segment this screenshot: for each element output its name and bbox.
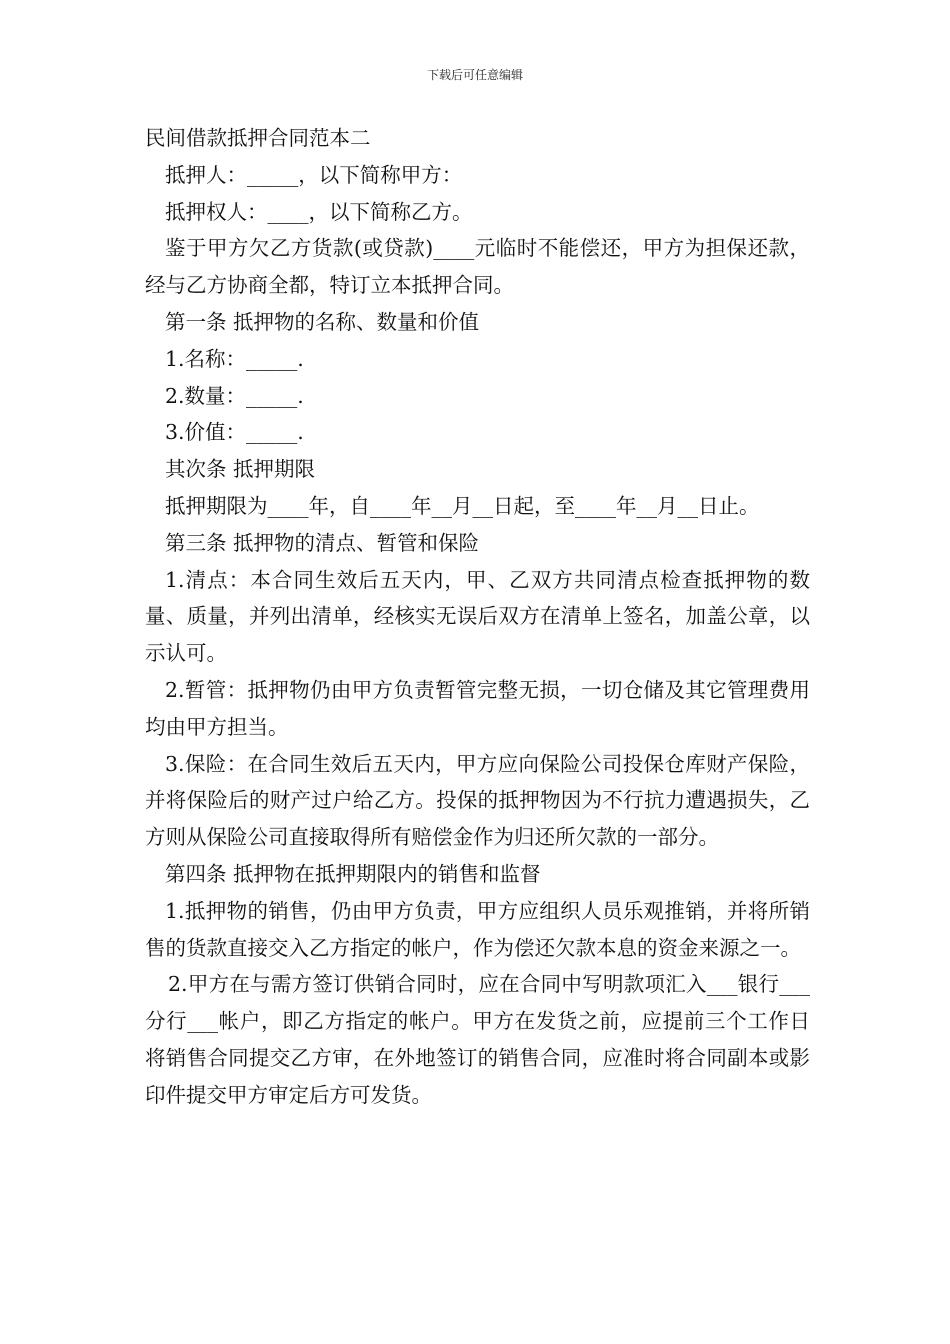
article-3-heading: 第三条 抵押物的清点、暂管和保险	[165, 530, 480, 555]
article-4-item-contract: 2.甲方在与需方签订供销合同时，应在合同中写明款项汇入___银行___分行___帐户，即乙方指定的帐户。甲方在发货之前，应提前三个工作日将销售合同提交乙方审，在外地签订的销售合同，应准时将合同副本或影印件提交甲方审定后方可发货。	[145, 972, 810, 1107]
article-1-heading: 第一条 抵押物的名称、数量和价值	[165, 309, 480, 334]
article-3-item-insurance: 3.保险：在合同生效后五天内，甲方应向保险公司投保仓库财产保险，并将保险后的财产过户给乙方。投保的抵押物因为不行抗力遭遇损失，乙方则从保险公司直接取得所有赔偿金作为归还所欠款的一部分。	[145, 751, 810, 850]
article-4-heading: 第四条 抵押物在抵押期限内的销售和监督	[165, 861, 541, 886]
page-header: 下载后可任意编辑	[426, 68, 523, 82]
article-4-item-sales: 1.抵押物的销售，仍由甲方负责，甲方应组织人员乐观推销，并将所销售的货款直接交入乙方指定的帐户，作为偿还欠款本息的资金来源之一。	[145, 898, 810, 960]
article-1-item-value: 3.价值：_____.	[165, 420, 304, 445]
article-2-heading: 其次条 抵押期限	[165, 457, 316, 482]
document-body	[145, 120, 810, 1114]
mortgagee-line: 抵押权人：____，以下简称乙方。	[165, 199, 473, 224]
mortgagor-line: 抵押人：_____，以下简称甲方：	[165, 162, 463, 187]
article-1-item-quantity: 2.数量：_____.	[165, 383, 304, 408]
article-1-item-name: 1.名称：_____.	[165, 346, 304, 371]
article-3-item-custody: 2.暂管：抵押物仍由甲方负责暂管完整无损，一切仓储及其它管理费用均由甲方担当。	[145, 677, 810, 739]
article-2-term: 抵押期限为____年，自____年__月__日起，至____年__月__日止。	[165, 493, 760, 518]
preamble-paragraph: 鉴于甲方欠乙方货款(或贷款)____元临时不能偿还，甲方为担保还款，经与乙方协商全都，特订立本抵押合同。	[145, 236, 810, 298]
document-title: 民间借款抵押合同范本二	[145, 126, 371, 150]
article-3-item-inventory: 1.清点：本合同生效后五天内，甲、乙双方共同清点检查抵押物的数量、质量，并列出清单，经核实无误后双方在清单上签名，加盖公章，以示认可。	[145, 567, 810, 666]
